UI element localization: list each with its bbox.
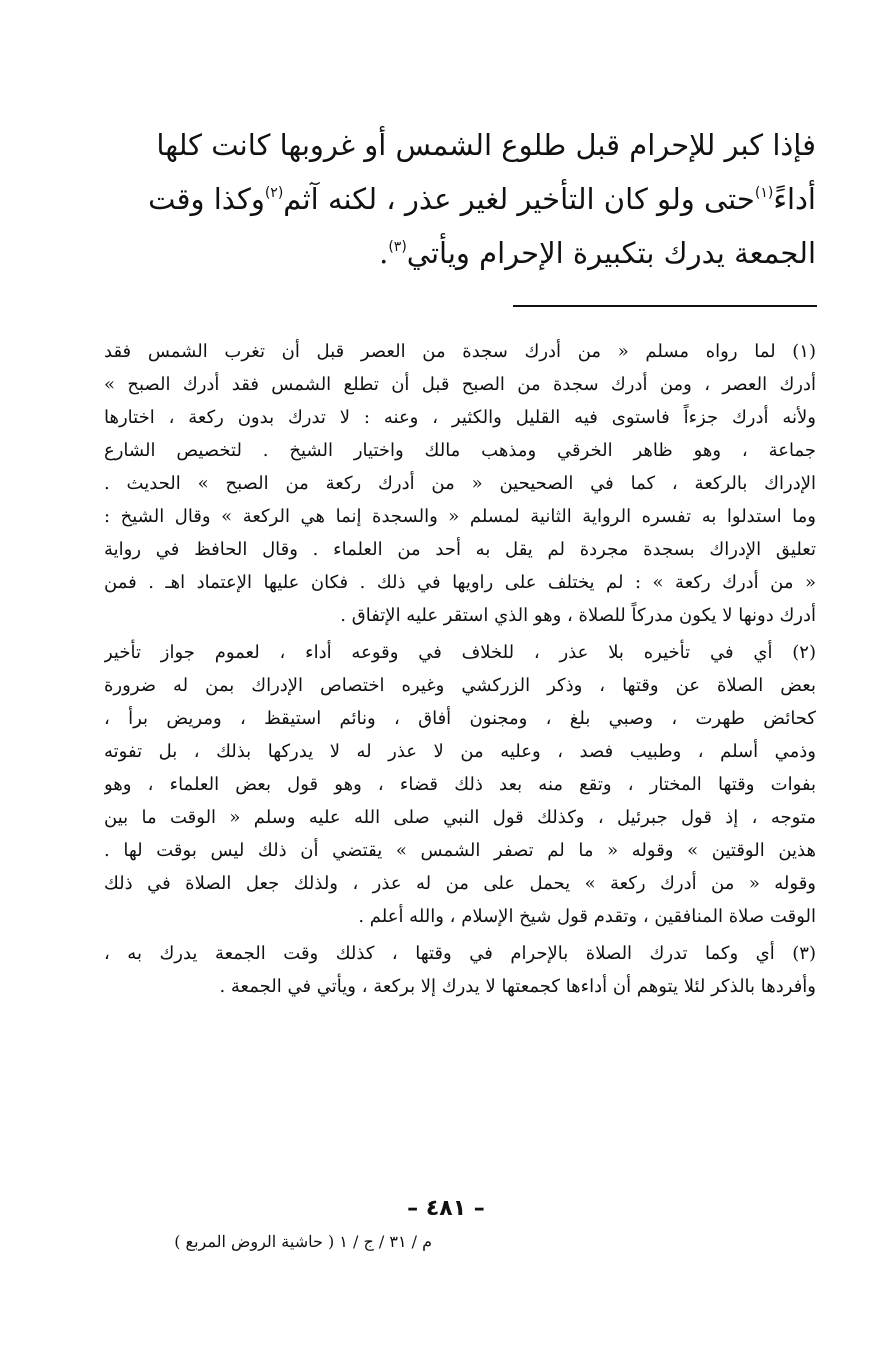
footnote-2-line: (٢) أي في تأخيره بلا عذر ، للخلاف في وقوعه أداء ، لعموم جواز تأخير (104, 642, 816, 663)
main-text-line-3-end: . (379, 236, 389, 270)
footnote-1-line: ولأنه أدرك جزءاً فاستوى فيه القليل والكثير ، وعنه : لا تدرك بدون ركعة ، اختارها (104, 407, 816, 428)
footnote-1-line: وما استدلوا به تفسره الرواية الثانية لمسلم « والسجدة إنما هي الركعة » وقال الشيخ : (104, 506, 816, 527)
footnote-3 (104, 937, 816, 1003)
footnote-1-line: أدرك دونها لا يكون مدركاً للصلاة ، وهو الذي استقر عليه الإتفاق . (340, 605, 816, 626)
main-text-line-3 (104, 226, 816, 280)
footnote-2-line: متوجه ، إذ قول جبرئيل ، وكذلك قول النبي صلى الله عليه وسلم « الوقت ما بين (104, 807, 816, 828)
footnote-marker-3: (٣) (388, 239, 407, 255)
footnote-1 (104, 335, 816, 632)
footnote-1-line: (١) لما رواه مسلم « من أدرك سجدة من العصر قبل أن تغرب الشمس فقد (104, 341, 816, 362)
footnote-marker-2: (٢) (264, 185, 284, 201)
main-text-line-2-body: حتى ولو كان التأخير لغير عذر ، لكنه آثم (283, 182, 755, 216)
footnote-separator (513, 305, 817, 307)
footnote-3-line: (٣) أي وكما تدرك الصلاة بالإحرام في وقتها ، كذلك وقت الجمعة يدرك به ، (104, 943, 816, 964)
footnote-1-line: الإدراك بالركعة ، كما في الصحيحين « من أدرك ركعة من الصبح » الحديث . (104, 473, 816, 494)
page-number: – ٤٨١ – (407, 1196, 485, 1221)
footnotes (104, 335, 816, 1007)
main-text-line-1: فإذا كبر للإحرام قبل طلوع الشمس أو غروبها كانت كلها (156, 128, 816, 162)
main-text-line-2 (104, 172, 816, 226)
footnote-2-line: الوقت صلاة المنافقين ، وتقدم قول شيخ الإسلام ، والله أعلم . (358, 906, 816, 927)
footnote-2-line: هذين الوقتين » وقوله « ما لم تصفر الشمس » يقتضي أن ذلك ليس بوقت لها . (104, 840, 816, 861)
main-text-line-2-start: أداءً (773, 182, 816, 216)
footnote-1-line: « من أدرك ركعة » : لم يختلف على راويها في ذلك . فكان عليها الإعتماد اهـ . فمن (104, 572, 816, 593)
footnote-1-line: أدرك العصر ، ومن أدرك سجدة من الصبح قبل أن تطلع الشمس فقد أدرك الصبح » (104, 374, 816, 395)
footnote-2-line: بعض الصلاة عن وقتها ، وذكر الزركشي وغيره اختصاص الإدراك بمن له ضرورة (104, 675, 816, 696)
footnote-1-line: تعليق الإدراك بسجدة مجردة لم يقل به أحد من العلماء . وقال الحافظ في رواية (104, 539, 816, 560)
footnote-2-line: وذمي أسلم ، وطبيب فصد ، وعليه من لا عذر له لا يدركها بذلك ، بل تفوته (104, 741, 816, 762)
footnote-1-line: جماعة ، وهو ظاهر الخرقي ومذهب مالك واختيار الشيخ . لتخصيص الشارع (104, 440, 816, 461)
footnote-3-line: وأفردها بالذكر لئلا يتوهم أن أداءها كجمعتها لا يدرك إلا بركعة ، ويأتي في الجمعة . (219, 976, 816, 997)
footnote-2-line: بفوات وقتها المختار ، وتقع منه بعد ذلك قضاء ، وهو قول بعض العلماء ، وهو (104, 774, 816, 795)
print-signature: م / ٣١ / ج / ١ ( حاشية الروض المربع ) (174, 1232, 432, 1251)
footnote-2-line: كحائض طهرت ، وصبي بلغ ، ومجنون أفاق ، ونائم استيقظ ، ومريض برأ ، (104, 708, 816, 729)
main-text-line-2-end: وكذا وقت (148, 182, 265, 216)
main-text (104, 118, 816, 280)
main-text-line-3-body: الجمعة يدرك بتكبيرة الإحرام ويأتي (406, 236, 816, 270)
footnote-2-line: وقوله « من أدرك ركعة » يحمل على من له عذر ، ولذلك جعل الصلاة في ذلك (104, 873, 816, 894)
footnote-2 (104, 636, 816, 933)
footnote-marker-1: (١) (754, 185, 774, 201)
